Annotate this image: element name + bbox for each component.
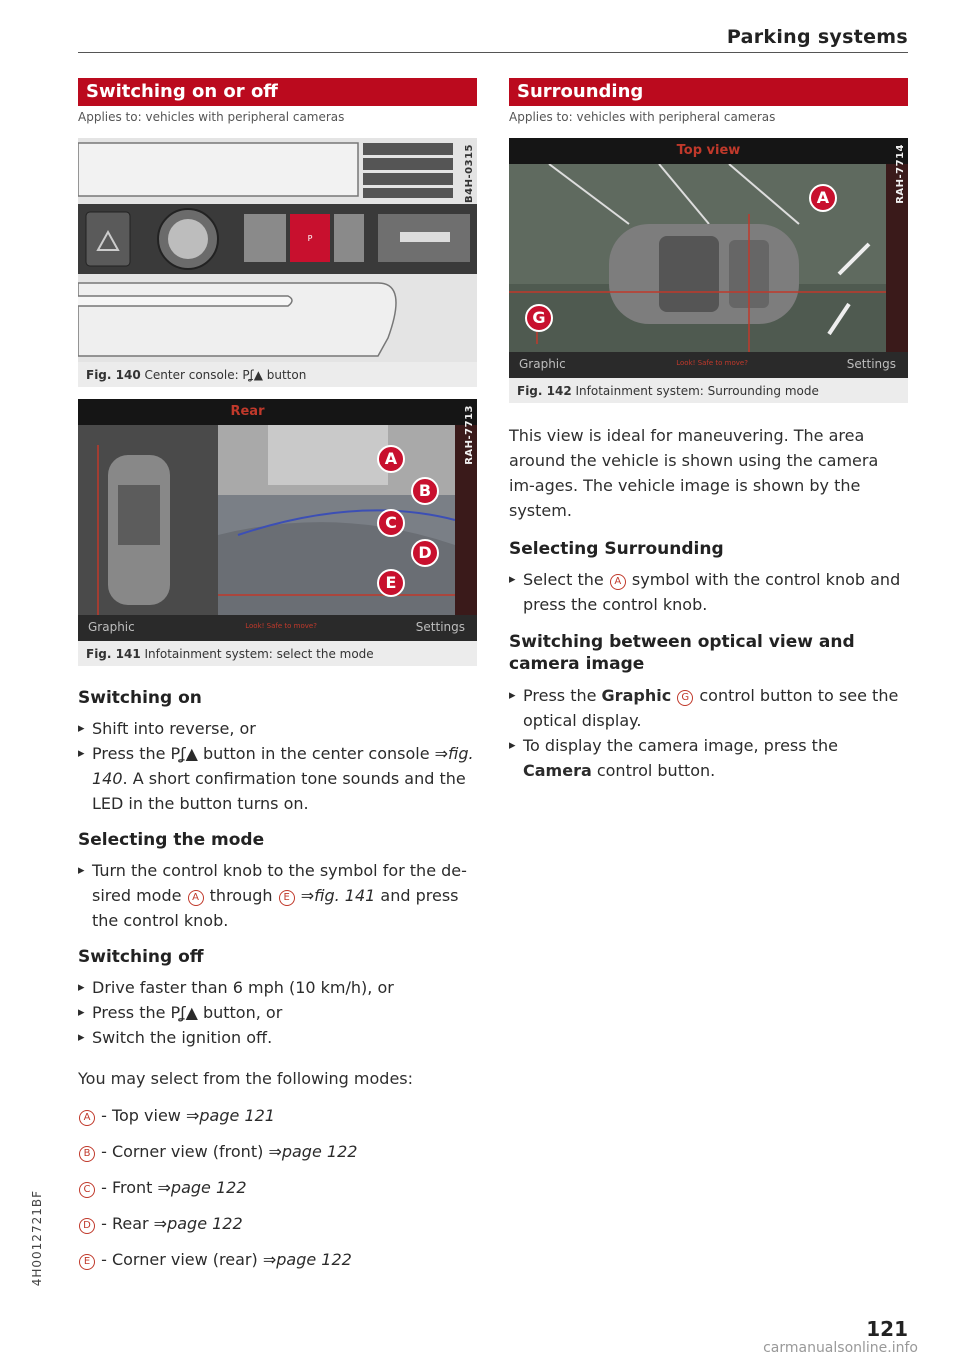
infotainment-screen [509, 138, 908, 378]
page-reference[interactable]: page 122 [167, 1214, 243, 1233]
mode-symbol: E [79, 1254, 95, 1270]
mode-symbol: A [79, 1110, 95, 1126]
mode-item [78, 1139, 477, 1164]
section-title-surrounding: Surrounding [509, 78, 908, 106]
text: Turn the control knob to the symbol for the de-sired mode [92, 861, 467, 905]
running-header: Parking systems [726, 26, 908, 48]
mode-label: - Rear [101, 1214, 149, 1233]
center-console-image [78, 138, 477, 362]
section-title-switching: Switching on or off [78, 78, 477, 106]
mode-item [78, 1247, 477, 1272]
mode-label: - Corner view (front) [101, 1142, 264, 1161]
arrow-ref-icon: ⇒ [268, 1142, 282, 1161]
graphic-symbol-g: G [677, 690, 693, 706]
screen-bottom-bar [78, 615, 477, 641]
mode-badge-a: A [809, 184, 837, 212]
arrow-ref-icon: ⇒ [434, 744, 449, 763]
surrounding-intro: This view is ideal for maneuvering. The area around the vehicle is shown using the camera im-ages. The vehicle image is shown by the system. [509, 426, 879, 520]
heading-switching-view: Switching between optical view and camera image [509, 632, 855, 674]
figure-140 [78, 138, 477, 387]
figure-caption-text: Center console: Pʆ▲ button [144, 368, 307, 382]
page-number: 121 [866, 1317, 908, 1341]
list-item: ▸ Press the Pʆ▲ button, or [78, 1000, 477, 1025]
text: Press the [523, 686, 597, 705]
figure-caption [78, 362, 477, 387]
graphic-button[interactable]: Graphic [519, 357, 566, 371]
infotainment-screen [78, 399, 477, 641]
mode-item [78, 1175, 477, 1200]
figure-caption-text: Infotainment system: select the mode [144, 647, 374, 661]
mode-badge-b: B [411, 477, 439, 505]
mode-symbol-a: A [188, 890, 204, 906]
text: Press the Pʆ▲ button in the center console [92, 744, 430, 763]
graphic-badge-g: G [525, 304, 553, 332]
screen-title: Top view [676, 143, 741, 158]
figure-id: B4H-0315 [464, 144, 475, 203]
arrow-ref-icon: ⇒ [153, 1214, 168, 1233]
text: control button. [596, 761, 716, 780]
applies-note: Applies to: vehicles with peripheral cameras [78, 110, 345, 124]
figure-label: Fig. 140 [86, 368, 141, 382]
mode-symbol-a: A [610, 574, 626, 590]
applies-note: Applies to: vehicles with peripheral cameras [509, 110, 776, 124]
switching-on-list [78, 716, 477, 816]
text: symbol with the control knob and press the control knob. [523, 570, 901, 614]
heading-switching-on: Switching on [78, 688, 202, 708]
mode-symbol-e: E [279, 890, 295, 906]
heading-selecting-surrounding: Selecting Surrounding [509, 539, 724, 559]
list-item [509, 683, 908, 733]
warning-text: Look! Safe to move? [245, 622, 317, 630]
figure-reference[interactable]: fig. 140 [92, 744, 474, 788]
settings-button[interactable]: Settings [846, 357, 896, 371]
screen-bottom-bar [509, 352, 908, 378]
graphic-label: Graphic [601, 686, 672, 705]
page-reference[interactable]: page 122 [281, 1142, 358, 1161]
right-column [509, 78, 908, 783]
mode-badge-c: C [377, 509, 405, 537]
arrow-ref-icon: ⇒ [157, 1178, 171, 1197]
figure-caption-text: Infotainment system: Surrounding mode [575, 384, 819, 398]
left-column [78, 78, 477, 1283]
settings-button[interactable]: Settings [415, 620, 465, 634]
camera-label: Camera [523, 761, 592, 780]
text: and press the control knob. [92, 886, 459, 930]
text: Select the [523, 570, 604, 589]
camera-view [78, 425, 477, 615]
list-item [78, 741, 477, 816]
switching-view-list [509, 683, 908, 783]
heading-switching-off: Switching off [78, 947, 204, 967]
screen-title: Rear [230, 404, 265, 419]
page-reference[interactable]: page 122 [276, 1250, 352, 1269]
mode-symbol: C [79, 1182, 95, 1198]
list-item: ▸ Drive faster than 6 mph (10 km/h), or [78, 975, 477, 1000]
warning-text: Look! Safe to move? [676, 359, 748, 367]
figure-label: Fig. 142 [517, 384, 572, 398]
text: control button to see the optical display. [523, 686, 899, 730]
watermark: carmanualsonline.info [763, 1340, 918, 1356]
top-view-image [509, 164, 908, 352]
text: through [209, 886, 273, 905]
mode-badge-e: E [377, 569, 405, 597]
modes-intro: You may select from the following modes: [78, 1069, 414, 1088]
mode-label: - Top view [101, 1106, 181, 1125]
mode-item [78, 1103, 477, 1128]
mode-item [78, 1211, 477, 1236]
figure-id: RAH-7713 [464, 405, 475, 465]
selecting-list [509, 567, 908, 617]
center-console-illustration [78, 138, 477, 362]
list-item [509, 733, 908, 783]
figure-reference[interactable]: fig. 141 [314, 886, 376, 905]
mode-badge-a: A [377, 445, 405, 473]
heading-selecting-mode: Selecting the mode [78, 830, 265, 850]
top-view-screen [509, 138, 908, 378]
modes-list [78, 1103, 477, 1272]
figure-caption [78, 641, 477, 666]
selecting-mode-list [78, 858, 477, 933]
mode-label: - Corner view (rear) [101, 1250, 258, 1269]
mode-badge-d: D [411, 539, 439, 567]
figure-142 [509, 138, 908, 403]
figure-caption [509, 378, 908, 403]
switching-off-list [78, 975, 477, 1050]
mode-symbol: D [79, 1218, 95, 1234]
figure-id: RAH-7714 [895, 144, 906, 204]
arrow-ref-icon: ⇒ [300, 886, 315, 905]
page-reference[interactable]: page 122 [170, 1178, 247, 1197]
figure-label: Fig. 141 [86, 647, 141, 661]
list-item [78, 858, 477, 933]
page-reference[interactable]: page 121 [199, 1106, 275, 1125]
list-item: ▸ Shift into reverse, or [78, 716, 477, 741]
figure-141 [78, 399, 477, 666]
text: To display the camera image, press the [523, 736, 838, 755]
arrow-ref-icon: ⇒ [262, 1250, 277, 1269]
graphic-button[interactable]: Graphic [88, 620, 135, 634]
header-rule [78, 52, 908, 53]
document-code: 4H0012721BF [30, 1190, 44, 1287]
mode-label: - Front [101, 1178, 153, 1197]
list-item: ▸ Switch the ignition off. [78, 1025, 477, 1050]
mode-symbol: B [79, 1146, 95, 1162]
rear-camera-screen [78, 399, 477, 641]
list-item [509, 567, 908, 617]
svg-text:P: P [307, 234, 313, 243]
text: . A short confirmation tone sounds and the LED in the button turns on. [92, 769, 466, 813]
arrow-ref-icon: ⇒ [185, 1106, 200, 1125]
